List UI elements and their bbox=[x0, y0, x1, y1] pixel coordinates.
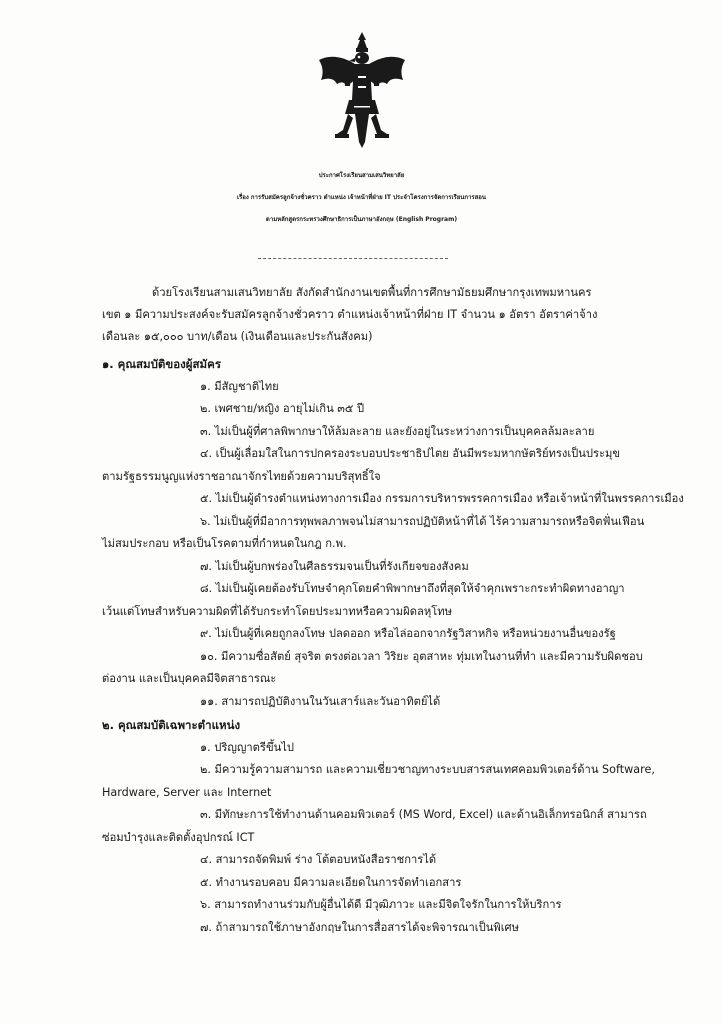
list-item: ๗. ถ้าสามารถใช้ภาษาอังกฤษในการสื่อสารได้จะพิจารณาเป็นพิเศษ bbox=[200, 920, 520, 934]
list-item: ๔. เป็นผู้เลื่อมใสในการปกครองระบอบประชาธิปไตย อันมีพระมหากษัตริย์ทรงเป็นประมุข bbox=[200, 447, 621, 460]
section-2-title: ๒. คุณสมบัติเฉพาะตำแหน่ง bbox=[102, 718, 241, 732]
list-item: ๒. มีความรู้ความสามารถ และความเชี่ยวชาญทางระบบสารสนเทศคอมพิวเตอร์ด้าน Software, bbox=[200, 763, 655, 776]
list-item: ๖. ไม่เป็นผู้ที่มีอาการทุพพลภาพจนไม่สามารถปฏิบัติหน้าที่ได้ ไร้ความสามารถหรือจิตฟั่นเฟือน bbox=[200, 514, 645, 528]
list-item: ๖. สามารถทำงานร่วมกับผู้อื่นได้ดี มีวุฒิภาวะ และมีจิตใจรักในการให้บริการ bbox=[200, 898, 562, 911]
intro-line-1: ด้วยโรงเรียนสามเสนวิทยาลัย สังกัดสำนักงานเขตพื้นที่การศึกษามัธยมศึกษากรุงเทพมหานคร bbox=[152, 286, 592, 299]
list-item: ๘. ไม่เป็นผู้เคยต้องรับโทษจำคุกโดยคำพิพากษาถึงที่สุดให้จำคุกเพราะกระทำผิดทางอาญา bbox=[200, 582, 625, 595]
intro-line-2: เขต ๑ มีความประสงค์จะรับสมัครลูกจ้างชั่วคราว ตำแหน่งเจ้าหน้าที่ฝ่าย IT จำนวน ๑ อัตรา อัตราค่าจ้าง bbox=[102, 308, 598, 321]
list-item-continuation: ต่องาน และเป็นบุคคลมีจิตสาธารณะ bbox=[102, 672, 277, 685]
list-item-continuation: Hardware, Server และ Internet bbox=[102, 785, 272, 799]
section-position-qualifications bbox=[102, 714, 662, 939]
intro-line-3: เดือนละ ๑๕,๐๐๐ บาท/เดือน (เงินเดือนและประกันสังคม) bbox=[102, 330, 373, 343]
announcement-heading bbox=[0, 165, 723, 231]
section-applicant-qualifications bbox=[102, 353, 684, 713]
list-item: ๑. มีสัญชาติไทย bbox=[200, 379, 279, 393]
list-item: ๒. เพศชาย/หญิง อายุไม่เกิน ๓๕ ปี bbox=[200, 402, 365, 415]
list-item: ๑๑. สามารถปฏิบัติงานในวันเสาร์และวันอาทิตย์ได้ bbox=[200, 694, 441, 708]
dashed-divider bbox=[258, 258, 448, 259]
list-item-continuation: ไม่สมประกอบ หรือเป็นโรคตามที่กำหนดในกฎ ก.พ. bbox=[102, 537, 347, 550]
list-item: ๓. มีทักษะการใช้ทำงานด้านคอมพิวเตอร์ (MS Word, Excel) และด้านอิเล็กทรอนิกส์ สามารถ bbox=[200, 808, 647, 821]
list-item: ๑๐. มีความซื่อสัตย์ สุจริต ตรงต่อเวลา วิริยะ อุตสาหะ ทุ่มเทในงานที่ทำ และมีความรับผิดชอบ bbox=[200, 649, 643, 663]
list-item: ๓. ไม่เป็นผู้ที่ศาลพิพากษาให้ล้มละลาย และยังอยู่ในระหว่างการเป็นบุคคลล้มละลาย bbox=[200, 424, 595, 438]
heading-line-2: เรื่อง การรับสมัครลูกจ้างชั่วคราว ตำแหน่ง เจ้าหน้าที่ฝ่าย IT ประจำโครงการจัดการเรียนการสอน bbox=[237, 194, 486, 201]
section-1-title: ๑. คุณสมบัติของผู้สมัคร bbox=[102, 357, 221, 371]
heading-line-3: ตามหลักสูตรกระทรวงศึกษาธิการเป็นภาษาอังกฤษ (English Program) bbox=[265, 216, 458, 223]
list-item: ๕. ไม่เป็นผู้ดำรงตำแหน่งทางการเมือง กรรมการบริหารพรรคการเมือง หรือเจ้าหน้าที่ในพรรคการเมือง bbox=[200, 492, 684, 505]
garuda-emblem-icon bbox=[315, 30, 410, 150]
list-item-continuation: ซ่อมบำรุงและติดตั้งอุปกรณ์ ICT bbox=[102, 830, 255, 844]
list-item: ๙. ไม่เป็นผู้ที่เคยถูกลงโทษ ปลดออก หรือไล่ออกจากรัฐวิสาหกิจ หรือหน่วยงานอื่นของรัฐ bbox=[200, 627, 616, 640]
intro-paragraph bbox=[102, 282, 662, 348]
list-item-continuation: เว้นแต่โทษสำหรับความผิดที่ได้รับกระทำโดยประมาทหรือความผิดลหุโทษ bbox=[102, 604, 452, 618]
list-item: ๔. สามารถจัดพิมพ์ ร่าง โต้ตอบหนังสือราชการได้ bbox=[200, 853, 437, 866]
list-item: ๗. ไม่เป็นผู้บกพร่องในศีลธรรมจนเป็นที่รังเกียจของสังคม bbox=[200, 559, 469, 573]
heading-line-1: ประกาศโรงเรียนสามเสนวิทยาลัย bbox=[318, 172, 405, 179]
list-item-continuation: ตามรัฐธรรมนูญแห่งราชอาณาจักรไทยด้วยความบริสุทธิ์ใจ bbox=[102, 469, 381, 483]
list-item: ๑. ปริญญาตรีขึ้นไป bbox=[200, 740, 294, 754]
list-item: ๕. ทำงานรอบคอบ มีความละเอียดในการจัดทำเอกสาร bbox=[200, 875, 462, 889]
